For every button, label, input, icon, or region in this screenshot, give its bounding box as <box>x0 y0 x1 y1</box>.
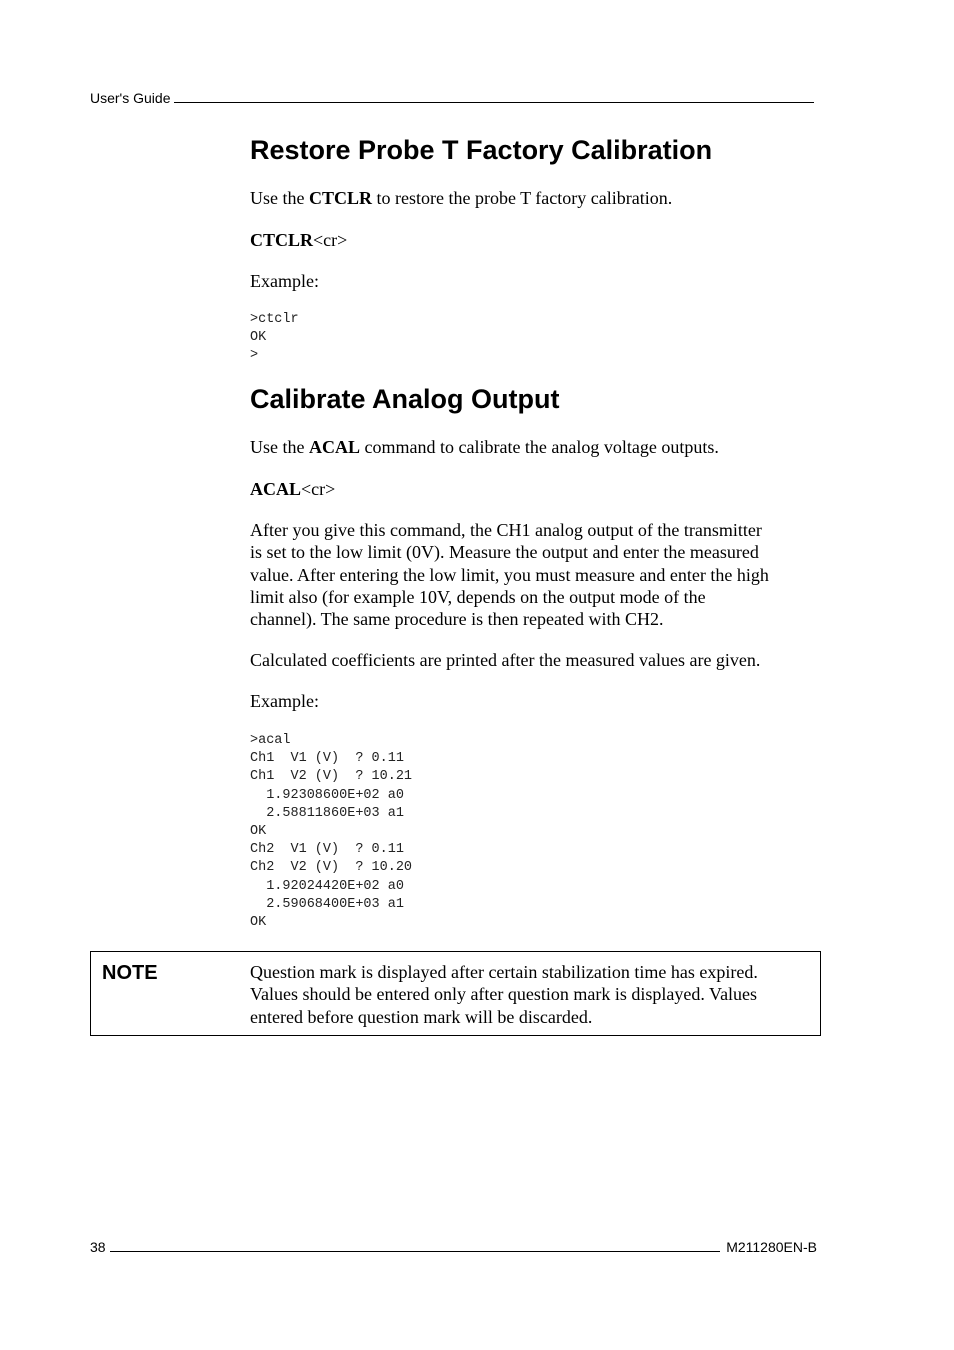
page-header <box>90 90 814 106</box>
note-line: Values should be entered only after question mark is displayed. Values <box>250 984 758 1005</box>
note-text <box>250 961 810 1028</box>
analog-intro-pre: Use the <box>250 437 309 457</box>
restore-example-label: Example: <box>250 271 319 291</box>
note-line: Question mark is displayed after certain stabilization time has expired. <box>250 962 758 982</box>
restore-intro-pre: Use the <box>250 188 309 208</box>
analog-code-block: >acal Ch1 V1 (V) ? 0.11 Ch1 V2 (V) ? 10.21 1.92308600E+02 a0 2.58811860E+03 a1 OK Ch2 V1 (V) ? 0.11 Ch2 V2 (V) ? 10.20 1.92024420E+02 a0 2.59068400E+03 a1 OK <box>250 733 413 931</box>
coefficients-note: Calculated coefficients are printed after the measured values are given. <box>250 650 761 670</box>
note-line: entered before question mark will be discarded. <box>250 1006 593 1027</box>
analog-intro-cmd: ACAL <box>308 437 360 457</box>
page-number: 38 <box>90 1239 106 1255</box>
note-box <box>90 951 821 1036</box>
page-footer <box>90 1239 817 1255</box>
footer-rule <box>110 1250 721 1252</box>
analog-intro <box>250 436 815 458</box>
analog-example-label: Example: <box>250 691 319 711</box>
analog-body-paragraph <box>250 519 815 630</box>
restore-intro-post: to restore the probe T factory calibration. <box>372 188 673 208</box>
section-heading-analog: Calibrate Analog Output <box>250 384 560 414</box>
restore-syntax-suffix: <cr> <box>313 230 348 250</box>
document-code: M211280EN-B <box>726 1239 817 1255</box>
restore-intro <box>250 187 815 209</box>
restore-syntax <box>250 229 815 251</box>
analog-syntax-cmd: ACAL <box>250 479 302 499</box>
analog-intro-post: command to calibrate the analog voltage outputs. <box>360 437 719 457</box>
restore-syntax-cmd: CTCLR <box>250 230 314 250</box>
analog-body-line: After you give this command, the CH1 analog output of the transmitter <box>250 520 762 540</box>
header-title: User's Guide <box>90 90 171 106</box>
restore-intro-cmd: CTCLR <box>308 188 372 208</box>
section-heading-restore: Restore Probe T Factory Calibration <box>250 135 713 165</box>
analog-syntax-suffix: <cr> <box>301 479 336 499</box>
analog-body-line: limit also (for example 10V, depends on the output mode of the <box>250 586 706 607</box>
analog-syntax <box>250 478 815 500</box>
header-rule <box>174 101 814 103</box>
analog-body-line: channel). The same procedure is then repeated with CH2. <box>250 609 664 630</box>
restore-code-block: >ctclr OK > <box>250 312 299 364</box>
analog-body-line: value. After entering the low limit, you must measure and enter the high <box>250 564 769 585</box>
analog-body-line: is set to the low limit (0V). Measure the output and enter the measured <box>250 542 759 563</box>
note-label: NOTE <box>102 962 158 984</box>
